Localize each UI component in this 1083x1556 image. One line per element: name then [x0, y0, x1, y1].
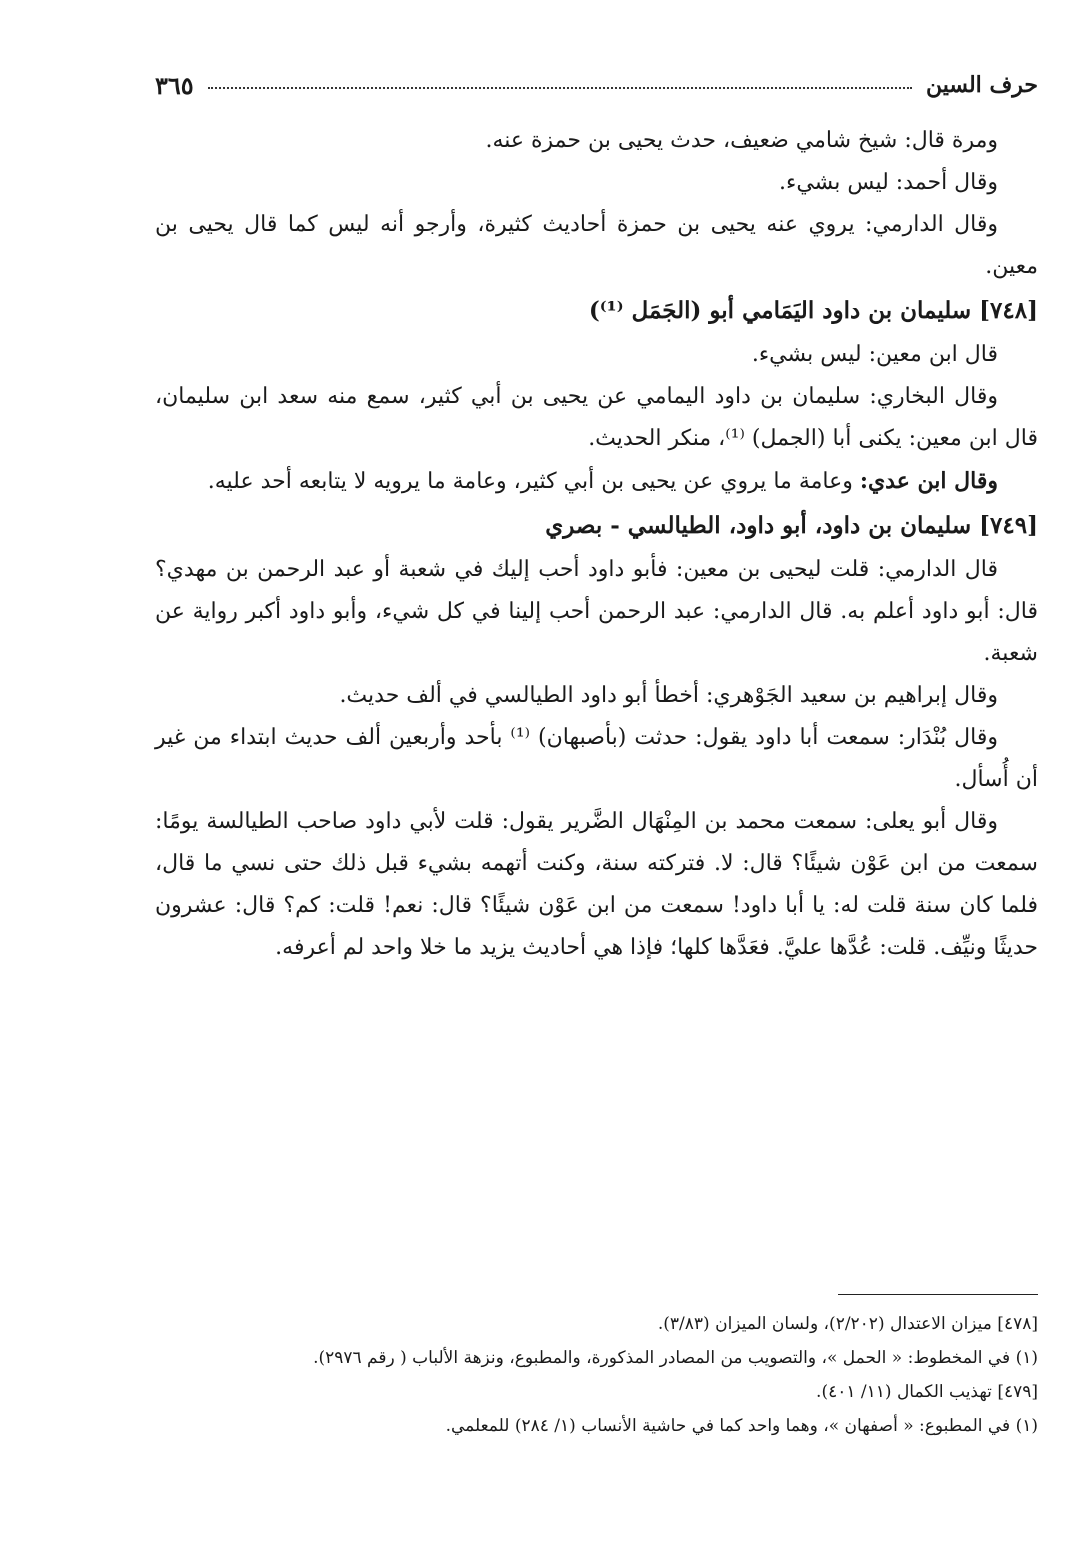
paragraph: وقال أحمد: ليس بشيء. [778, 170, 998, 195]
body-text [155, 120, 1038, 969]
page [155, 60, 1038, 969]
footnote-separator [838, 1294, 1038, 1295]
entry-heading-749: [٧٤٩] سليمان بن داود، أبو داود، الطيالسي - بصري [545, 512, 1038, 539]
footnote: (١) في المطبوع: « أصفهان »، وهما واحد كما في حاشية الأنساب (١/ ٢٨٤) للمعلمي. [445, 1416, 1038, 1436]
page-number: ٣٦٥ [155, 70, 194, 100]
header-title: حرف السين [925, 72, 1038, 98]
header-dotted-rule [208, 87, 912, 89]
footnote: [٤٧٨] ميزان الاعتدال (٢/٢٠٢)، ولسان الميزان (٣/٨٣). [657, 1314, 1038, 1334]
paragraph: قال الدارمي: قلت ليحيى بن معين: فأبو داود أحب إليك في شعبة أو عبد الرحمن بن مهدي؟ قال: أبو داود أعلم به. قال الدارمي: عبد الرحمن أحب إلينا في كل شيء، وأبو داود أكبر رواية عن شعبة. [155, 557, 1038, 666]
paragraph: وقال بُنْدَار: سمعت أبا داود يقول: حدثت (بأصبهان) ⁽¹⁾ بأحد وأربعين ألف حديث ابتداء من غير أن أُسأل. [155, 725, 1038, 792]
paragraph-text: وعامة ما يروي عن يحيى بن أبي كثير، وعامة ما يرويه لا يتابعه أحد عليه. [207, 469, 860, 494]
paragraph: وقال أبو يعلى: سمعت محمد بن المِنْهَال الضَّرير يقول: قلت لأبي داود صاحب الطيالسة يومًا: سمعت من ابن عَوْن شيئًا؟ قال: لا. فتركته سنة، وكنت أتهمه بشيء قبل ذلك حتى نسي ما قال، فلما كان سنة قلت له: يا أبا داود! سمعت من ابن عَوْن شيئًا؟ قال: نعم! قلت: كم؟ قال: عشرون حديثًا ونيِّف. قلت: عُدَّها عليَّ. فعَدَّها كلها؛ فإذا هي أحاديث يزيد ما خلا واحد لم أعرفه. [155, 809, 1038, 960]
running-header [155, 60, 1038, 110]
entry-heading-748: [٧٤٨] سليمان بن داود اليَمَامي أبو (الجَمَل ⁽¹⁾) [588, 297, 1038, 324]
paragraph: ومرة قال: شيخ شامي ضعيف، حدث يحيى بن حمزة عنه. [485, 128, 998, 153]
footnotes [155, 1294, 1038, 1443]
speaker-label: وقال ابن عدي: [859, 468, 998, 494]
paragraph: قال ابن معين: ليس بشيء. [751, 342, 998, 367]
paragraph: وقال الدارمي: يروي عنه يحيى بن حمزة أحاديث كثيرة، وأرجو أنه ليس كما قال يحيى بن معين. [155, 212, 1038, 279]
paragraph: وقال إبراهيم بن سعيد الجَوْهري: أخطأ أبو داود الطيالسي في ألف حديث. [339, 683, 998, 708]
paragraph [155, 460, 1038, 503]
footnote: [٤٧٩] تهذيب الكمال (١١/ ٤٠١). [816, 1382, 1038, 1402]
footnote: (١) في المخطوط: « الحمل »، والتصويب من المصادر المذكورة، والمطبوع، ونزهة الألباب ( رقم ٢٩٧٦). [313, 1348, 1038, 1368]
paragraph: وقال البخاري: سليمان بن داود اليمامي عن يحيى بن أبي كثير، سمع منه سعد ابن سليمان، قال ابن معين: يكنى أبا (الجمل) ⁽¹⁾، منكر الحديث. [155, 384, 1038, 451]
